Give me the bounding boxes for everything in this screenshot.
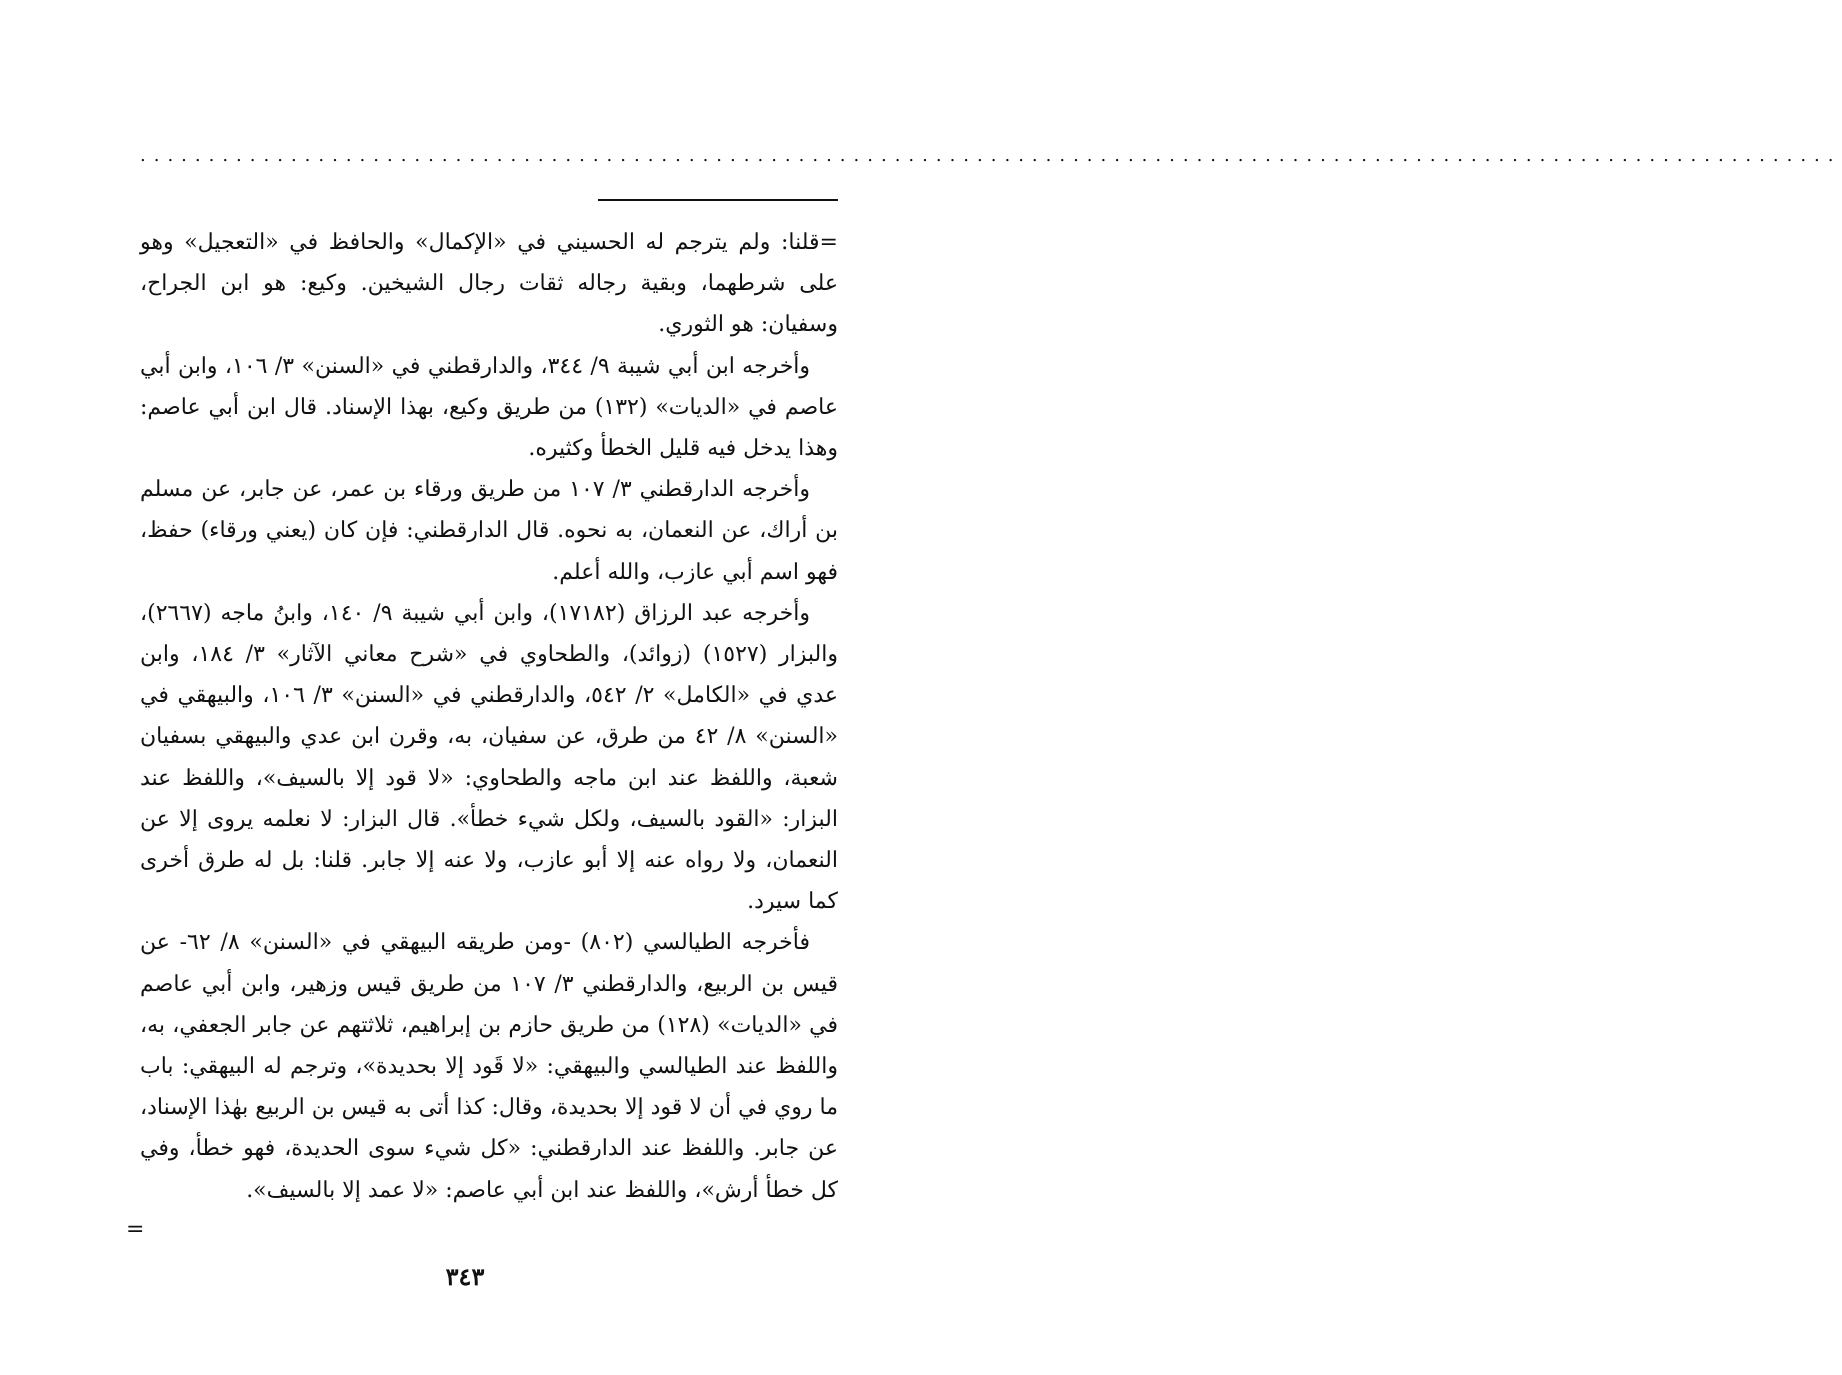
footnote-rule	[598, 199, 838, 201]
footnote-paragraph-4: وأخرجه عبد الرزاق (١٧١٨٢)، وابن أبي شيبة ٩/ ١٤٠، وابنُ ماجه (٢٦٦٧)، والبزار (١٥٢٧) (زوائد)، والطحاوي في «شرح معاني الآثار» ٣/ ١٨٤، وابن عدي في «الكامل» ٢/ ٥٤٢، والدارقطني في «السنن» ٣/ ١٠٦، والبيهقي في «السنن» ٨/ ٤٢ من طرق، عن سفيان، به، وقرن ابن عدي والبيهقي بسفيان شعبة، واللفظ عند ابن ماجه والطحاوي: «لا قود إلا بالسيف»، واللفظ عند البزار: «القود بالسيف، ولكل شيء خطأ». قال البزار: لا نعلمه يروى إلا عن النعمان، ولا رواه عنه إلا أبو عازب، ولا عنه إلا جابر. قلنا: بل له طرق أخرى كما سيرد.	[140, 600, 839, 915]
footnote-text	[140, 222, 838, 1211]
footnote-paragraph-2: وأخرجه ابن أبي شيبة ٩/ ٣٤٤، والدارقطني في «السنن» ٣/ ١٠٦، وابن أبي عاصم في «الديات» (١٣٢) من طريق وكيع، بهذا الإسناد. قال ابن أبي عاصم: وهذا يدخل فيه قليل الخطأ وكثيره.	[140, 353, 838, 462]
separator-dots: ............................................................................................................................	[140, 145, 1842, 166]
footnote-paragraph-5: فأخرجه الطيالسي (٨٠٢) -ومن طريقه البيهقي في «السنن» ٨/ ٦٢- عن قيس بن الربيع، والدارقطني ٣/ ١٠٧ من طريق قيس وزهير، وابن أبي عاصم في «الديات» (١٢٨) من طريق حازم بن إبراهيم، ثلاثتهم عن جابر الجعفي، به، واللفظ عند الطيالسي والبيهقي: «لا قَود إلا بحديدة»، وترجم له البيهقي: باب ما روي في أن لا قود إلا بحديدة، وقال: كذا أتى به قيس بن الربيع بهٰذا الإسناد، عن جابر. واللفظ عند الدارقطني: «كل شيء سوى الحديدة، فهو خطأ، وفي كل خطأ أرش»، واللفظ عند ابن أبي عاصم: «لا عمد إلا بالسيف».	[140, 930, 839, 1203]
footnote-paragraph-1: =قلنا: ولم يترجم له الحسيني في «الإكمال» والحافظ في «التعجيل» وهو على شرطهما، وبقية رجاله ثقات رجال الشيخين. وكيع: هو ابن الجراح، وسفيان: هو الثوري.	[140, 230, 838, 338]
continuation-mark: =	[126, 1217, 145, 1242]
page-number: ٣٤٣	[445, 1262, 485, 1291]
footnote-paragraph-3: وأخرجه الدارقطني ٣/ ١٠٧ من طريق ورقاء بن عمر، عن جابر، عن مسلم بن أراك، عن النعمان، به نحوه. قال الدارقطني: فإن كان (يعني ورقاء) حفظ، فهو اسم أبي عازب، والله أعلم.	[140, 477, 838, 585]
